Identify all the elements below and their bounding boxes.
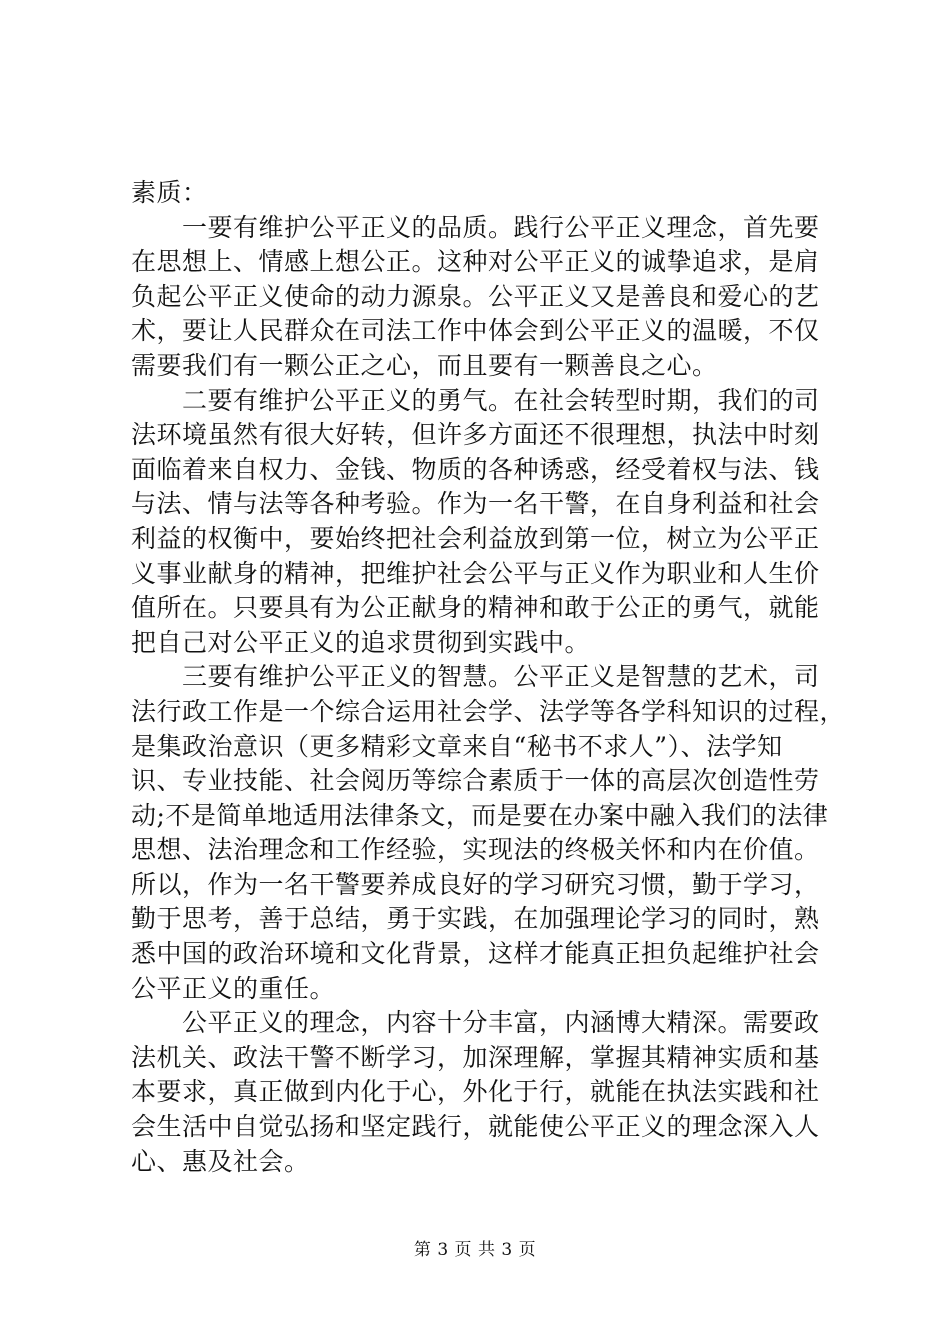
document-body (131, 176, 846, 1179)
text-line: 公平正义的理念，内容十分丰富，内涵博大精深。需要政 (131, 1008, 820, 1038)
text-line: 负起公平正义使命的动力源泉。公平正义又是善良和爱心的艺 (131, 281, 820, 311)
text-line: 法行政工作是一个综合运用社会学、法学等各学科知识的过程， (131, 696, 846, 726)
text-line: 二要有维护公平正义的勇气。在社会转型时期，我们的司 (131, 385, 820, 415)
text-line: 动;不是简单地适用法律条文，而是要在办案中融入我们的法律 (131, 800, 829, 830)
page-footer (0, 1240, 950, 1260)
text-line: 识、专业技能、社会阅历等综合素质于一体的高层次创造性劳 (131, 766, 820, 796)
text-line: 素质： (131, 178, 208, 207)
text-line: 是集政治意识（更多精彩文章来自“秘书不求人”）、法学知 (131, 731, 783, 761)
text-line: 需要我们有一颗公正之心，而且要有一颗善良之心。 (131, 350, 718, 380)
text-line: 把自己对公平正义的追求贯彻到实践中。 (131, 627, 591, 657)
text-line: 值所在。只要具有为公正献身的精神和敢于公正的勇气，就能 (131, 593, 820, 623)
text-line: 一要有维护公平正义的品质。践行公平正义理念，首先要 (131, 212, 820, 242)
text-line: 法环境虽然有很大好转，但许多方面还不很理想，执法中时刻 (131, 420, 820, 450)
text-line: 所以，作为一名干警要养成良好的学习研究习惯，勤于学习， (131, 869, 820, 899)
text-line: 义事业献身的精神，把维护社会公平与正义作为职业和人生价 (131, 558, 820, 588)
text-line: 心、惠及社会。 (131, 1146, 310, 1176)
text-line: 会生活中自觉弘扬和坚定践行，就能使公平正义的理念深入人 (131, 1112, 820, 1142)
text-line: 法机关、政法干警不断学习，加深理解，掌握其精神实质和基 (131, 1042, 820, 1072)
text-line: 本要求，真正做到内化于心，外化于行，就能在执法实践和社 (131, 1077, 820, 1107)
text-line: 与法、情与法等各种考验。作为一名干警，在自身利益和社会 (131, 489, 820, 519)
text-line: 三要有维护公平正义的智慧。公平正义是智慧的艺术，司 (131, 662, 820, 692)
page-number: 第 3 页 共 3 页 (413, 1240, 537, 1260)
text-line: 悉中国的政治环境和文化背景，这样才能真正担负起维护社会 (131, 939, 820, 969)
text-line: 勤于思考，善于总结，勇于实践，在加强理论学习的同时，熟 (131, 904, 820, 934)
text-line: 利益的权衡中，要始终把社会利益放到第一位，树立为公平正 (131, 523, 820, 553)
text-line: 术，要让人民群众在司法工作中体会到公平正义的温暖，不仅 (131, 316, 820, 346)
text-line: 公平正义的重任。 (131, 973, 336, 1003)
text-line: 思想、法治理念和工作经验，实现法的终极关怀和内在价值。 (131, 835, 820, 865)
text-line: 在思想上、情感上想公正。这种对公平正义的诚挚追求，是肩 (131, 247, 820, 277)
text-line: 面临着来自权力、金钱、物质的各种诱惑，经受着权与法、钱 (131, 454, 820, 484)
